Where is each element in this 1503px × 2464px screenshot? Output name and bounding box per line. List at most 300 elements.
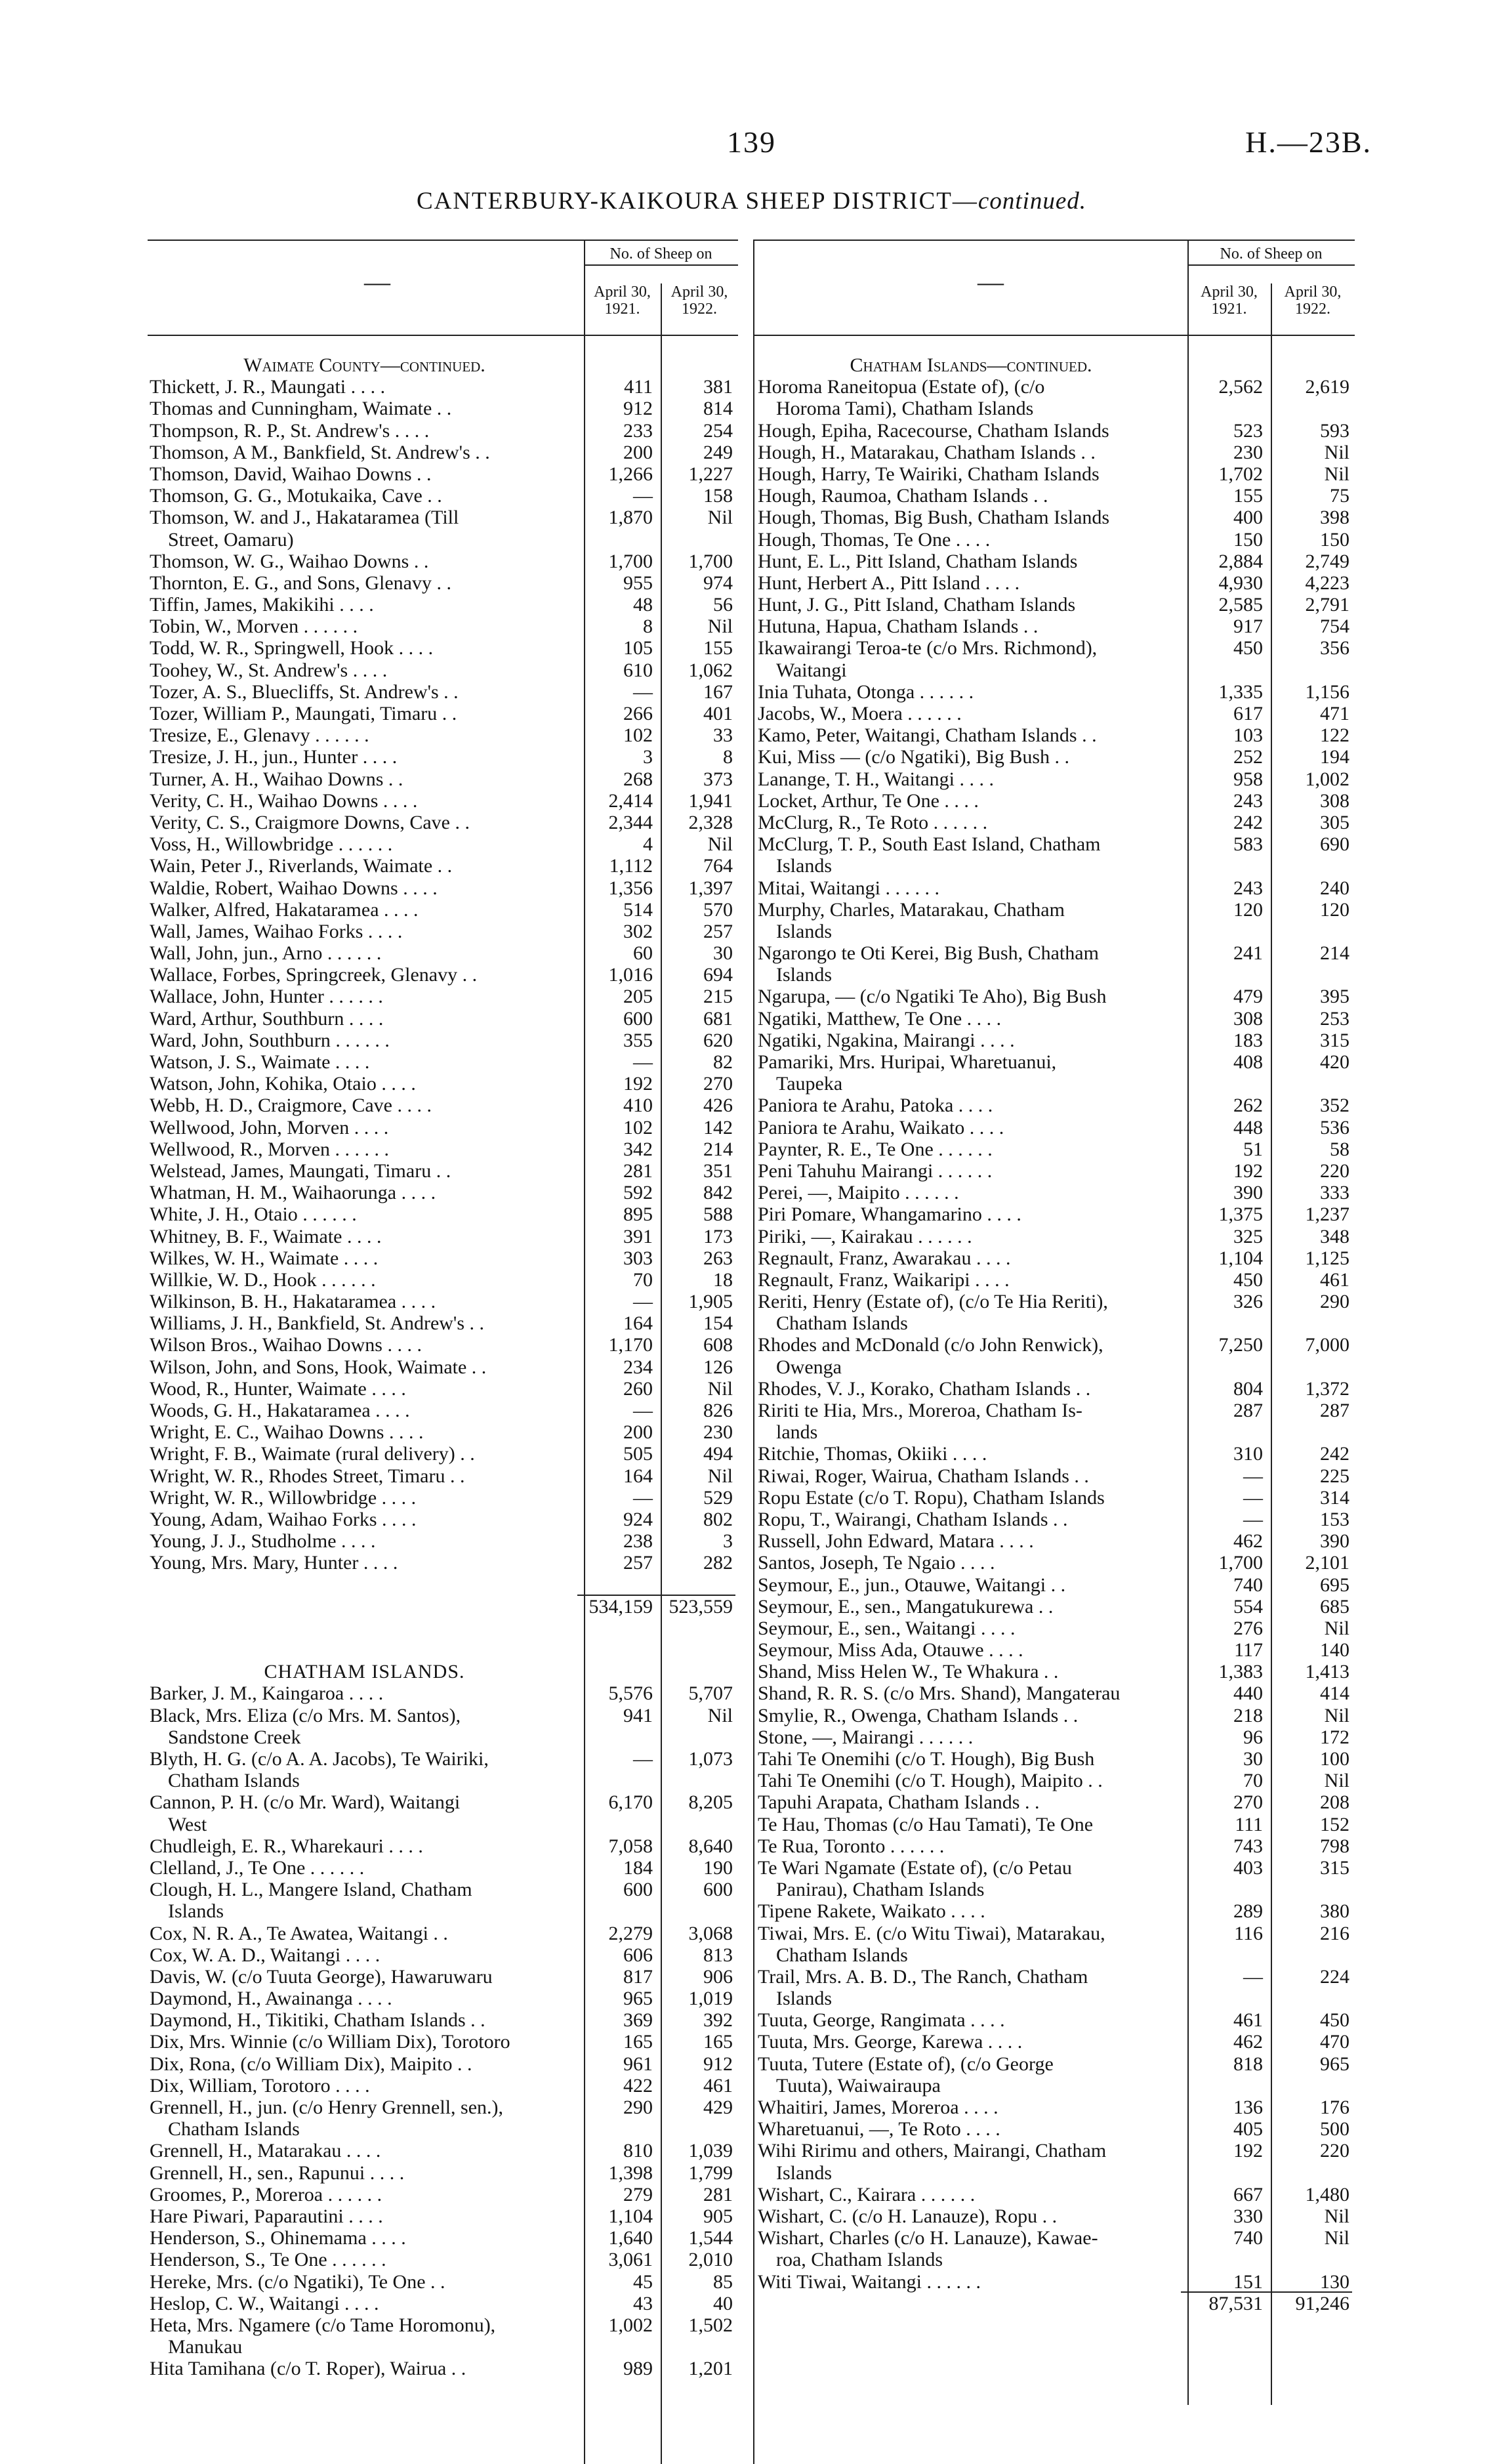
- holder-name: Islands: [776, 920, 832, 942]
- continuation-row: [758, 1073, 1355, 1095]
- sheep-1922: 1,125: [1305, 1247, 1349, 1269]
- sheep-1921: 200: [623, 441, 653, 463]
- sheep-1921: 96: [1243, 1726, 1263, 1748]
- table-row: [150, 2053, 740, 2075]
- sheep-1922: 912: [703, 2053, 733, 2075]
- table-row: [150, 572, 740, 594]
- holder-name: Walker, Alfred, Hakataramea . . . .: [150, 898, 419, 921]
- sheep-1922: Nil: [1324, 441, 1349, 463]
- sheep-1921: 534,159: [588, 1595, 653, 1618]
- table-row: [150, 2075, 740, 2097]
- sheep-1921: 740: [1233, 2227, 1263, 2249]
- sheep-1921: 111: [1235, 1813, 1263, 1835]
- sheep-1921: 961: [623, 2053, 653, 2075]
- sheep-1922: Nil: [1324, 1617, 1349, 1639]
- table-row: [758, 1182, 1355, 1203]
- holder-name: Ritchie, Thomas, Okiiki . . . .: [758, 1443, 987, 1465]
- sheep-1921: 610: [623, 659, 653, 681]
- holder-name: Witi Tiwai, Waitangi . . . . . .: [758, 2270, 981, 2293]
- sheep-1921: 48: [633, 594, 653, 616]
- holder-name: Wright, E. C., Waihao Downs . . . .: [150, 1421, 424, 1444]
- table-row: [150, 2205, 740, 2227]
- sheep-1921: 184: [623, 1856, 653, 1879]
- sheep-1921: 1,170: [608, 1334, 653, 1356]
- table-row: [758, 1574, 1355, 1596]
- sheep-1922: 461: [1320, 1268, 1349, 1291]
- total-row: [150, 1596, 740, 1618]
- holder-name: Mitai, Waitangi . . . . . .: [758, 877, 940, 899]
- holder-name: Davis, W. (c/o Tuuta George), Hawaruwaru: [150, 1965, 493, 1988]
- holder-name: Regnault, Franz, Waikaripi . . . .: [758, 1268, 1010, 1291]
- table-row: [758, 768, 1355, 790]
- table-row: [758, 1138, 1355, 1160]
- sheep-1922: 813: [703, 1944, 733, 1966]
- sheep-1921: 3,061: [608, 2249, 653, 2271]
- table-row: [758, 1726, 1355, 1748]
- holder-name: Ropu Estate (c/o T. Ropu), Chatham Islands: [758, 1486, 1105, 1509]
- sheep-1922: 2,010: [688, 2249, 733, 2271]
- sheep-1922: 155: [703, 637, 733, 659]
- table-row: [150, 1095, 740, 1116]
- sheep-1922: 165: [703, 2031, 733, 2053]
- table-row: [758, 1203, 1355, 1225]
- sheep-1921: 164: [623, 1312, 653, 1335]
- sheep-1921: 7,058: [608, 1835, 653, 1857]
- sheep-1921: 270: [1233, 1791, 1263, 1814]
- sheep-1921: 287: [1233, 1400, 1263, 1421]
- holder-name: Manukau: [168, 2336, 243, 2358]
- dash: —: [978, 267, 1004, 297]
- holder-name: Whitney, B. F., Waimate . . . .: [150, 1225, 382, 1247]
- sheep-1921: 205: [623, 986, 653, 1008]
- table-row: [758, 1770, 1355, 1791]
- continuation-row: [150, 1900, 740, 1922]
- holder-name: Heslop, C. W., Waitangi . . . .: [150, 2292, 379, 2314]
- sheep-1922: 314: [1320, 1486, 1349, 1509]
- sheep-1922: Nil: [1324, 2227, 1349, 2249]
- sheep-1922: 249: [703, 441, 733, 463]
- sheep-1922: 1,941: [688, 789, 733, 812]
- sheep-1921: 241: [1233, 942, 1263, 965]
- holder-name: Grennell, H., sen., Rapunui . . . .: [150, 2161, 405, 2184]
- holder-name: Pamariki, Mrs. Huripai, Wharetuanui,: [758, 1051, 1057, 1073]
- sheep-1921: —: [1243, 1465, 1263, 1487]
- holder-name: Ikawairangi Teroa-te (c/o Mrs. Richmond),: [758, 637, 1098, 659]
- sheep-1921: 243: [1233, 789, 1263, 812]
- sheep-1921: 1,375: [1218, 1203, 1263, 1226]
- sheep-1921: 257: [623, 1552, 653, 1574]
- holder-name: Thomson, A M., Bankfield, St. Andrew's . .: [150, 441, 490, 463]
- continuation-row: [758, 2075, 1355, 2097]
- holder-name: Toohey, W., St. Andrew's . . . .: [150, 659, 388, 681]
- sheep-1922: 172: [1320, 1726, 1349, 1748]
- holder-name: Cannon, P. H. (c/o Mr. Ward), Waitangi: [150, 1791, 461, 1814]
- sheep-1921: 4: [643, 833, 653, 856]
- table-row: [758, 833, 1355, 855]
- table-row: [150, 616, 740, 637]
- table-row: [150, 877, 740, 899]
- table-row: [150, 1465, 740, 1487]
- sheep-1922: 390: [1320, 1530, 1349, 1553]
- holder-name: Peni Tahuhu Mairangi . . . . . .: [758, 1159, 993, 1182]
- table-row: [758, 1900, 1355, 1922]
- sheep-1921: —: [633, 1748, 653, 1770]
- holder-name: Chudleigh, E. R., Wharekauri . . . .: [150, 1835, 423, 1857]
- holder-name: Hough, H., Matarakau, Chatham Islands . .: [758, 441, 1096, 463]
- sheep-1922: 263: [703, 1247, 733, 1269]
- sheep-1922: 906: [703, 1965, 733, 1988]
- holder-name: Tahi Te Onemihi (c/o T. Hough), Big Bush: [758, 1748, 1095, 1770]
- sheep-1922: 536: [1320, 1116, 1349, 1138]
- holder-name: Islands: [776, 1988, 832, 2010]
- holder-name: Wharetuanui, —, Te Roto . . . .: [758, 2118, 1000, 2140]
- sheep-1921: 289: [1233, 1900, 1263, 1923]
- sheep-1922: 91,246: [1295, 2292, 1349, 2314]
- sheep-1922: Nil: [1324, 1704, 1349, 1726]
- table-row: [150, 1443, 740, 1465]
- sheep-1921: 804: [1233, 1377, 1263, 1400]
- sheep-1922: 381: [703, 376, 733, 398]
- sheep-1921: —: [633, 1400, 653, 1421]
- sheep-1922: 56: [713, 594, 733, 616]
- holder-name: Seymour, Miss Ada, Otauwe . . . .: [758, 1639, 1023, 1661]
- sheep-1922: 414: [1320, 1682, 1349, 1705]
- sheep-1922: 214: [703, 1138, 733, 1160]
- table-row: [758, 1334, 1355, 1356]
- table-row: [150, 1269, 740, 1291]
- sheep-1921: 103: [1233, 724, 1263, 747]
- sheep-1922: 1,544: [688, 2227, 733, 2249]
- sheep-1921: 308: [1233, 1007, 1263, 1030]
- sheep-1922: 281: [703, 2183, 733, 2205]
- sheep-1921: 895: [623, 1203, 653, 1226]
- sheep-1921: 1,700: [608, 550, 653, 572]
- table-row: [758, 2053, 1355, 2075]
- holder-name: Wright, W. R., Rhodes Street, Timaru . .: [150, 1465, 465, 1487]
- holder-name: Daymond, H., Tikitiki, Chatham Islands . .: [150, 2009, 485, 2032]
- holder-name: Williams, J. H., Bankfield, St. Andrew's . .: [150, 1312, 484, 1335]
- table-row: [150, 551, 740, 572]
- sheep-1922: Nil: [707, 1377, 733, 1400]
- table-row: [758, 485, 1355, 507]
- holder-name: Hare Piwari, Paparautini . . . .: [150, 2205, 383, 2227]
- table-row: [150, 1312, 740, 1334]
- sheep-1921: 302: [623, 920, 653, 942]
- sheep-1922: 290: [1320, 1291, 1349, 1313]
- table-row: [150, 790, 740, 812]
- sheep-1922: 224: [1320, 1965, 1349, 1988]
- dash: —: [364, 267, 390, 297]
- holder-name: Groomes, P., Moreroa . . . . . .: [150, 2183, 382, 2205]
- sheep-1922: 75: [1330, 485, 1349, 507]
- sheep-1921: 450: [1233, 1268, 1263, 1291]
- sheep-1921: 43: [633, 2292, 653, 2314]
- sheep-1921: 422: [623, 2074, 653, 2097]
- continuation-row: [150, 1726, 740, 1748]
- holder-name: Tapuhi Arapata, Chatham Islands . .: [758, 1791, 1040, 1814]
- holder-name: Heta, Mrs. Ngamere (c/o Tame Horomonu),: [150, 2314, 496, 2336]
- sheep-1922: 1,480: [1305, 2183, 1349, 2205]
- table-row: [758, 1269, 1355, 1291]
- sheep-1922: 287: [1320, 1400, 1349, 1421]
- table-row: [150, 1705, 740, 1726]
- sheep-1921: 136: [1233, 2097, 1263, 2118]
- sheep-1921: 303: [623, 1247, 653, 1269]
- sheep-1921: 1,002: [608, 2314, 653, 2336]
- sheep-1921: 102: [623, 1116, 653, 1138]
- group-header: No. of Sheep on: [609, 245, 712, 262]
- holder-name: Tobin, W., Morven . . . . . .: [150, 616, 358, 638]
- middle-rule: [753, 240, 754, 2464]
- holder-name: Clelland, J., Te One . . . . . .: [150, 1856, 365, 1879]
- sheep-1922: 8,205: [688, 1791, 733, 1814]
- sheep-1922: 315: [1320, 1029, 1349, 1051]
- holder-name: Reriti, Henry (Estate of), (c/o Te Hia Reriti),: [758, 1291, 1108, 1313]
- holder-name: Piriki, —, Kairakau . . . . . .: [758, 1225, 972, 1247]
- holder-name: Verity, C. S., Craigmore Downs, Cave . .: [150, 811, 470, 833]
- holder-name: Islands: [776, 855, 832, 877]
- holder-name: Wilkes, W. H., Waimate . . . .: [150, 1247, 379, 1269]
- holder-name: Grennell, H., Matarakau . . . .: [150, 2140, 381, 2162]
- table-row: [758, 2031, 1355, 2053]
- holder-name: Tozer, A. S., Bluecliffs, St. Andrew's . .: [150, 680, 459, 703]
- table-row: [150, 1138, 740, 1160]
- sheep-1921: 955: [623, 572, 653, 594]
- table-row: [150, 1378, 740, 1400]
- left-column: [150, 354, 740, 2379]
- holder-name: Te Hau, Thomas (c/o Hau Tamati), Te One: [758, 1813, 1094, 1835]
- table-row: [150, 1748, 740, 1770]
- holder-name: Tuuta, Tutere (Estate of), (c/o George: [758, 2053, 1054, 2075]
- sheep-1921: 192: [1233, 2140, 1263, 2162]
- sheep-1922: Nil: [707, 507, 733, 529]
- table-row: [150, 833, 740, 855]
- holder-name: Paniora te Arahu, Waikato . . . .: [758, 1116, 1004, 1138]
- sheep-1922: 333: [1320, 1182, 1349, 1204]
- table-row: [150, 2314, 740, 2336]
- sheep-1921: 554: [1233, 1595, 1263, 1618]
- right-column: [758, 354, 1355, 2314]
- sheep-1921: 917: [1233, 616, 1263, 638]
- table-row: [150, 2009, 740, 2031]
- table-row: [150, 1857, 740, 1879]
- table-row: [150, 942, 740, 964]
- holder-name: Rhodes and McDonald (c/o John Renwick),: [758, 1334, 1103, 1356]
- holder-name: West: [168, 1813, 207, 1835]
- sheep-1922: 695: [1320, 1574, 1349, 1596]
- sheep-1922: 2,101: [1305, 1552, 1349, 1574]
- sheep-1921: 192: [1233, 1159, 1263, 1182]
- sheep-1922: 1,237: [1305, 1203, 1349, 1226]
- holder-name: Wellwood, John, Morven . . . .: [150, 1116, 389, 1138]
- holder-name: Grennell, H., jun. (c/o Henry Grennell, sen.),: [150, 2097, 504, 2118]
- title-main: CANTERBURY-KAIKOURA SHEEP DISTRICT—: [416, 188, 978, 215]
- holder-name: Street, Oamaru): [168, 528, 294, 551]
- holder-name: Hutuna, Hapua, Chatham Islands . .: [758, 616, 1039, 638]
- sheep-1921: 1,266: [608, 463, 653, 485]
- continuation-row: [758, 1356, 1355, 1378]
- holder-name: Henderson, S., Ohinemama . . . .: [150, 2227, 406, 2249]
- holder-name: Te Wari Ngamate (Estate of), (c/o Petau: [758, 1856, 1072, 1879]
- sheep-1922: 1,201: [688, 2358, 733, 2380]
- holder-name: White, J. H., Otaio . . . . . .: [150, 1203, 357, 1226]
- holder-name: Wellwood, R., Morven . . . . . .: [150, 1138, 390, 1160]
- holder-name: Thomson, G. G., Motukaika, Cave . .: [150, 485, 442, 507]
- sheep-1921: 102: [623, 724, 653, 747]
- sheep-1921: 505: [623, 1443, 653, 1465]
- col2-header: April 30, 1922.: [670, 283, 728, 318]
- holder-name: Ward, Arthur, Southburn . . . .: [150, 1007, 384, 1030]
- sheep-1922: 122: [1320, 724, 1349, 747]
- sheep-1922: 4,223: [1305, 572, 1349, 594]
- sheep-1922: 965: [1320, 2053, 1349, 2075]
- holder-name: Islands: [776, 964, 832, 986]
- table-row: [758, 1465, 1355, 1487]
- table-row: [150, 1226, 740, 1247]
- sheep-1922: 1,073: [688, 1748, 733, 1770]
- holder-name: Cox, W. A. D., Waitangi . . . .: [150, 1944, 381, 1966]
- table-row: [758, 812, 1355, 833]
- sheep-1921: 440: [1233, 1682, 1263, 1705]
- sheep-1921: 192: [623, 1073, 653, 1095]
- table-row: [150, 594, 740, 616]
- sheep-1922: 1,799: [688, 2161, 733, 2184]
- table-row: [758, 594, 1355, 616]
- sheep-1922: 253: [1320, 1007, 1349, 1030]
- sheep-1921: 342: [623, 1138, 653, 1160]
- continuation-row: [758, 659, 1355, 681]
- rule: [754, 335, 1355, 336]
- sheep-1922: 588: [703, 1203, 733, 1226]
- sheep-1922: 18: [713, 1268, 733, 1291]
- holder-name: Chatham Islands: [776, 1944, 908, 1966]
- sheep-1922: 401: [703, 703, 733, 724]
- holder-name: Ropu, T., Wairangi, Chatham Islands . .: [758, 1508, 1068, 1530]
- table-row: [758, 1814, 1355, 1835]
- sheep-1922: 5,707: [688, 1682, 733, 1705]
- holder-name: Thomas and Cunningham, Waimate . .: [150, 398, 452, 420]
- table-row: [150, 1356, 740, 1378]
- table-row: [758, 1160, 1355, 1182]
- sheep-1921: 5,576: [608, 1682, 653, 1705]
- sheep-1921: 70: [1243, 1770, 1263, 1792]
- table-row: [150, 681, 740, 703]
- holder-name: Islands: [776, 2161, 832, 2184]
- sheep-1921: 600: [623, 1007, 653, 1030]
- sheep-1921: 8: [643, 616, 653, 638]
- holder-name: Chatham Islands: [168, 2118, 300, 2140]
- sheep-1922: 40: [713, 2292, 733, 2314]
- holder-name: Welstead, James, Maungati, Timaru . .: [150, 1159, 451, 1182]
- sheep-1922: 798: [1320, 1835, 1349, 1857]
- holder-name: Todd, W. R., Springwell, Hook . . . .: [150, 637, 434, 659]
- table-row: [150, 2249, 740, 2270]
- sheep-1922: 1,397: [688, 877, 733, 899]
- table-row: [150, 746, 740, 768]
- holder-name: Te Rua, Toronto . . . . . .: [758, 1835, 945, 1857]
- holder-name: Islands: [168, 1900, 224, 1923]
- table-row: [150, 1421, 740, 1443]
- holder-name: Hough, Epiha, Racecourse, Chatham Islands: [758, 419, 1109, 442]
- sheep-1922: 471: [1320, 703, 1349, 724]
- table-row: [150, 1966, 740, 1988]
- sheep-1922: Nil: [707, 616, 733, 638]
- sheep-1921: 230: [1233, 441, 1263, 463]
- table-row: [758, 681, 1355, 703]
- continuation-row: [150, 529, 740, 551]
- sheep-1921: 242: [1233, 811, 1263, 833]
- holder-name: Dix, William, Torotoro . . . .: [150, 2074, 370, 2097]
- sheep-1922: 1,502: [688, 2314, 733, 2336]
- continuation-row: [758, 1988, 1355, 2009]
- table-row: [758, 703, 1355, 724]
- sheep-1921: 325: [1233, 1225, 1263, 1247]
- holder-name: Taupeka: [776, 1073, 843, 1095]
- sheep-1921: 7,250: [1218, 1334, 1263, 1356]
- continuation-row: [150, 1814, 740, 1835]
- table-row: [758, 2140, 1355, 2161]
- sheep-1922: 1,413: [1305, 1661, 1349, 1683]
- sheep-1921: 30: [1243, 1748, 1263, 1770]
- table-row: [150, 1008, 740, 1030]
- spacer-row: [150, 1574, 740, 1596]
- sheep-1922: 500: [1320, 2118, 1349, 2140]
- table-row: [150, 2162, 740, 2184]
- table-row: [150, 1552, 740, 1574]
- sheep-1922: 348: [1320, 1225, 1349, 1247]
- table-row: [150, 637, 740, 659]
- sheep-1921: 817: [623, 1965, 653, 1988]
- sheep-1922: 158: [703, 485, 733, 507]
- sheep-1922: 600: [703, 1879, 733, 1901]
- sheep-1922: 974: [703, 572, 733, 594]
- sheep-1922: 225: [1320, 1465, 1349, 1487]
- sheep-1921: 1,112: [609, 855, 653, 877]
- table-row: [758, 529, 1355, 551]
- holder-name: Thornton, E. G., and Sons, Glenavy . .: [150, 572, 451, 594]
- holder-name: Ngarupa, — (c/o Ngatiki Te Aho), Big Bush: [758, 986, 1107, 1008]
- table-row: [150, 2293, 740, 2314]
- sheep-1922: 523,559: [669, 1595, 733, 1618]
- sheep-1922: 257: [703, 920, 733, 942]
- holder-name: Hough, Raumoa, Chatham Islands . .: [758, 485, 1048, 507]
- continuation-row: [758, 2162, 1355, 2184]
- sheep-1922: 315: [1320, 1856, 1349, 1879]
- table-row: [150, 1487, 740, 1509]
- holder-name: Smylie, R., Owenga, Chatham Islands . .: [758, 1704, 1079, 1726]
- sheep-1922: 220: [1320, 1159, 1349, 1182]
- sheep-1922: Nil: [1324, 463, 1349, 485]
- sheep-1922: 826: [703, 1400, 733, 1421]
- table-row: [150, 921, 740, 942]
- sheep-1921: —: [1243, 1486, 1263, 1509]
- holder-name: Willkie, W. D., Hook . . . . . .: [150, 1268, 376, 1291]
- holder-name: Wihi Ririmu and others, Mairangi, Chatham: [758, 2140, 1107, 2162]
- table-row: [758, 1705, 1355, 1726]
- holder-name: Hough, Thomas, Te One . . . .: [758, 528, 991, 551]
- holder-name: Santos, Joseph, Te Ngaio . . . .: [758, 1552, 995, 1574]
- holder-name: Owenga: [776, 1356, 842, 1378]
- holder-name: Young, J. J., Studholme . . . .: [150, 1530, 376, 1553]
- holder-name: Cox, N. R. A., Te Awatea, Waitangi . .: [150, 1922, 448, 1944]
- sheep-1922: 398: [1320, 507, 1349, 529]
- sheep-1921: 2,884: [1218, 550, 1263, 572]
- holder-name: Hough, Harry, Te Wairiki, Chatham Islands: [758, 463, 1100, 485]
- sheep-1922: 240: [1320, 877, 1349, 899]
- table-row: [758, 2271, 1355, 2293]
- holder-name: Tresize, E., Glenavy . . . . . .: [150, 724, 369, 747]
- sheep-1921: 2,344: [608, 811, 653, 833]
